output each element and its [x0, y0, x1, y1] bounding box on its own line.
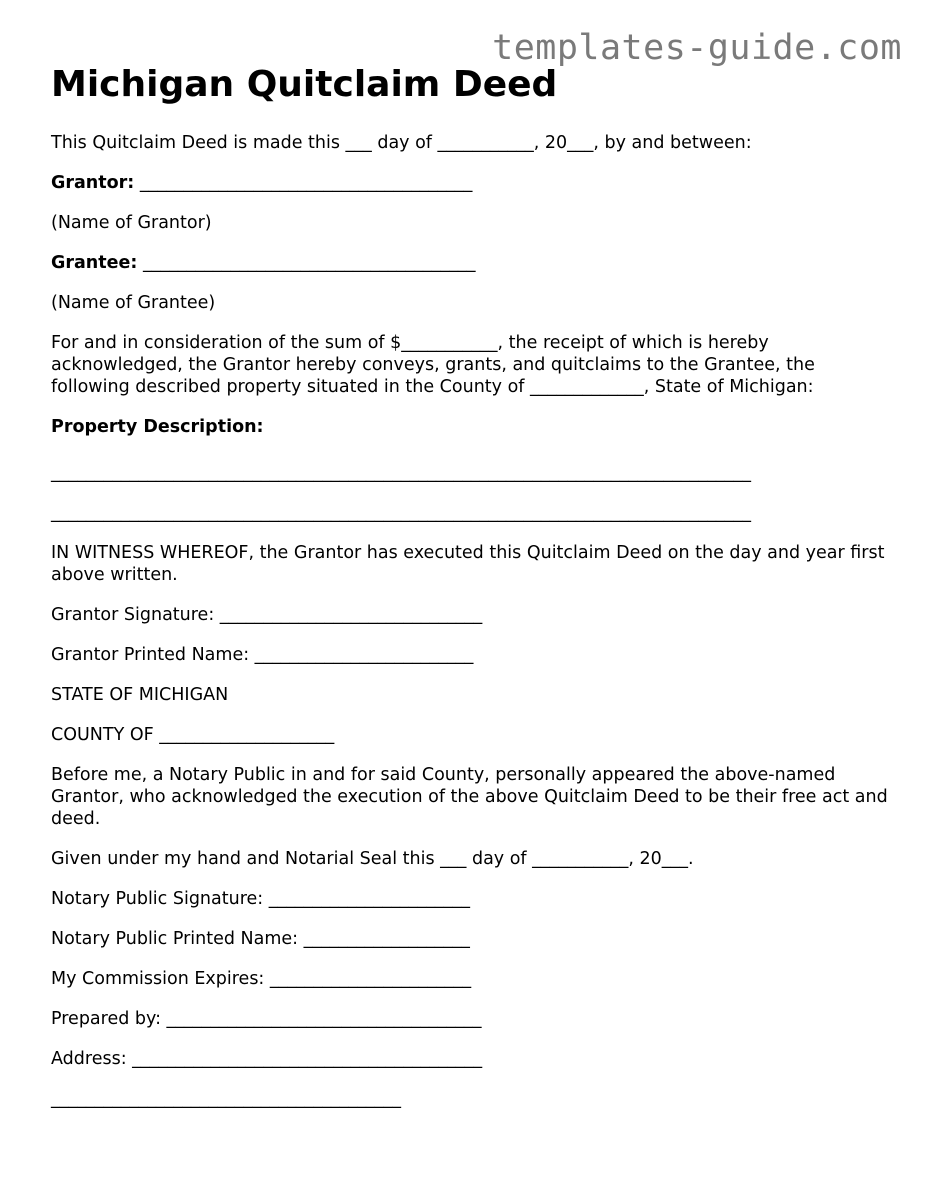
grantor-name-note: (Name of Grantor) — [51, 213, 212, 233]
address-line: Address: ________________________________________ — [51, 1049, 483, 1069]
grantee-line — [51, 252, 891, 274]
grantee-blank: ______________________________________ — [137, 253, 476, 273]
state-line: STATE OF MICHIGAN — [51, 685, 229, 705]
property-description-line-1: ________________________________________________________________________________ — [51, 463, 751, 483]
grantor-line — [51, 172, 891, 194]
property-description-label — [51, 416, 891, 438]
watermark: templates-guide.com — [492, 28, 902, 68]
property-description-line-2: ________________________________________________________________________________ — [51, 503, 751, 523]
grantor-blank: ______________________________________ — [134, 173, 473, 193]
notary-signature-line: Notary Public Signature: _______________________ — [51, 889, 470, 909]
commission-expires-line: My Commission Expires: _______________________ — [51, 969, 472, 989]
address-line-2: ________________________________________ — [51, 1089, 401, 1109]
notary-statement: Before me, a Notary Public in and for said County, personally appeared the above-named Grantor, who acknowledged the execution of the above Quitclaim Deed to be their free act and deed. — [51, 765, 894, 829]
given-line: Given under my hand and Notarial Seal this ___ day of ___________, 20___. — [51, 849, 694, 869]
property-description-heading: Property Description: — [51, 417, 264, 437]
county-line: COUNTY OF ____________________ — [51, 725, 335, 745]
consideration-paragraph: For and in consideration of the sum of $___________, the receipt of which is hereby acknowledged, the Grantor hereby conveys, grants, and quitclaims to the Grantee, the following described property situated in the County of _____________, State of Michigan: — [51, 333, 821, 397]
grantee-name-note: (Name of Grantee) — [51, 293, 216, 313]
grantor-printed-name-line: Grantor Printed Name: _________________________ — [51, 645, 474, 665]
intro-paragraph: This Quitclaim Deed is made this ___ day of ___________, 20___, by and between: — [51, 133, 752, 153]
grantor-label: Grantor: — [51, 173, 135, 193]
prepared-by-line: Prepared by: ____________________________________ — [51, 1009, 482, 1029]
notary-printed-name-line: Notary Public Printed Name: ___________________ — [51, 929, 470, 949]
grantee-label: Grantee: — [51, 253, 138, 273]
witness-paragraph: IN WITNESS WHEREOF, the Grantor has executed this Quitclaim Deed on the day and year first above written. — [51, 543, 891, 585]
document-title: Michigan Quitclaim Deed — [51, 64, 558, 105]
deed-body — [51, 132, 894, 1128]
grantor-signature-line: Grantor Signature: ______________________________ — [51, 605, 483, 625]
